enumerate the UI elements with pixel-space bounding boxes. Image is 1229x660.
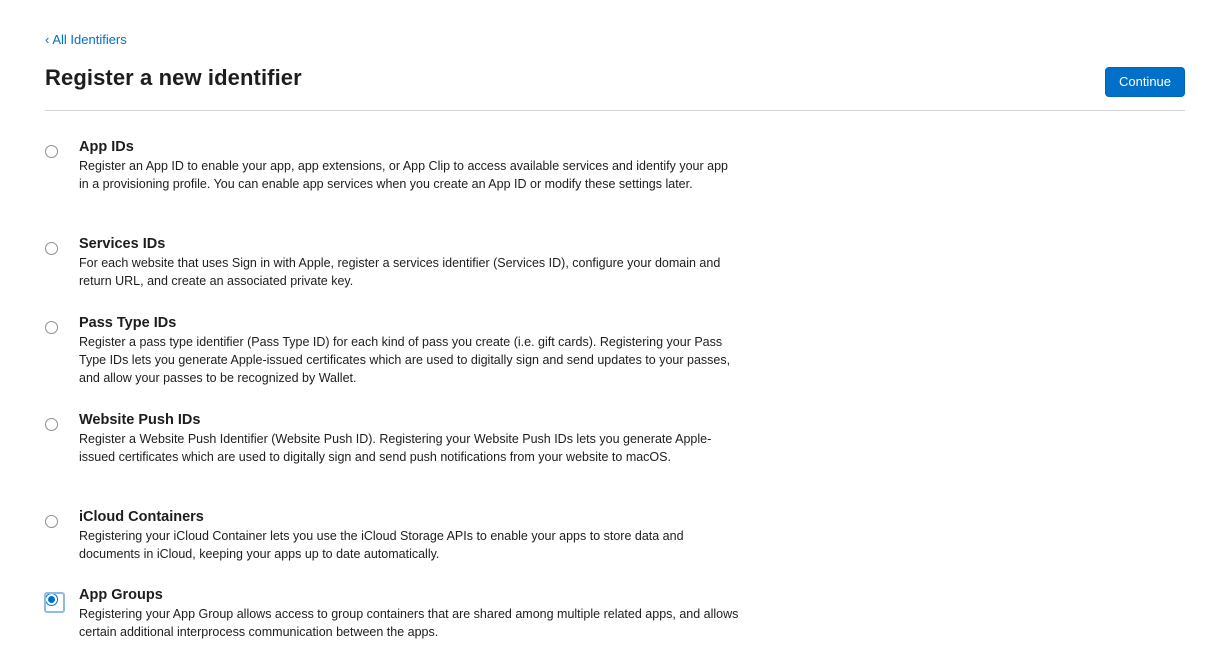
option-description: For each website that uses Sign in with Apple, register a services identifier (Services ID), configure your domain and return URL, and create an associated private key. [79, 256, 721, 288]
option-description: Registering your App Group allows access to group containers that are shared among multiple related apps, and allows certain additional interprocess communication between the apps. [79, 607, 739, 639]
back-link-label: All Identifiers [52, 32, 127, 47]
option-title: App Groups [79, 587, 163, 603]
option-title: App IDs [79, 139, 134, 155]
page-title: Register a new identifier [45, 65, 302, 90]
option-description: Register an App ID to enable your app, app extensions, or App Clip to access available services and identify your app in a provisioning profile. You can enable app services when you create an App ID or modify these settings later. [79, 159, 728, 191]
focus-ring [44, 592, 65, 613]
header-divider [45, 110, 1185, 111]
option-title: iCloud Containers [79, 509, 204, 525]
icloud-containers-radio[interactable] [45, 515, 58, 528]
option-description: Registering your iCloud Container lets you use the iCloud Storage APIs to enable your apps to store data and documents in iCloud, keeping your apps up to date automatically. [79, 529, 684, 561]
chevron-left-icon: ‹ [45, 32, 50, 47]
option-title: Pass Type IDs [79, 315, 177, 331]
pass-type-ids-radio[interactable] [45, 321, 58, 334]
option-description: Register a Website Push Identifier (Website Push ID). Registering your Website Push IDs lets you generate Apple-issued certificates which are used to digitally sign and send push notifications from your website to macOS. [79, 432, 712, 464]
option-description: Register a pass type identifier (Pass Type ID) for each kind of pass you create (i.e. gift cards). Registering your Pass Type IDs lets you generate Apple-issued certificates which are used to digitally sign and send updates to your passes, and allow your passes to be recognized by Wallet. [79, 335, 731, 385]
app-groups-radio[interactable] [45, 593, 58, 606]
website-push-ids-radio[interactable] [45, 418, 58, 431]
app-ids-radio[interactable] [45, 145, 58, 158]
services-ids-radio[interactable] [45, 242, 58, 255]
option-title: Website Push IDs [79, 412, 201, 428]
all-identifiers-link[interactable] [45, 31, 127, 48]
continue-button[interactable]: Continue [1105, 67, 1185, 97]
option-title: Services IDs [79, 236, 166, 252]
